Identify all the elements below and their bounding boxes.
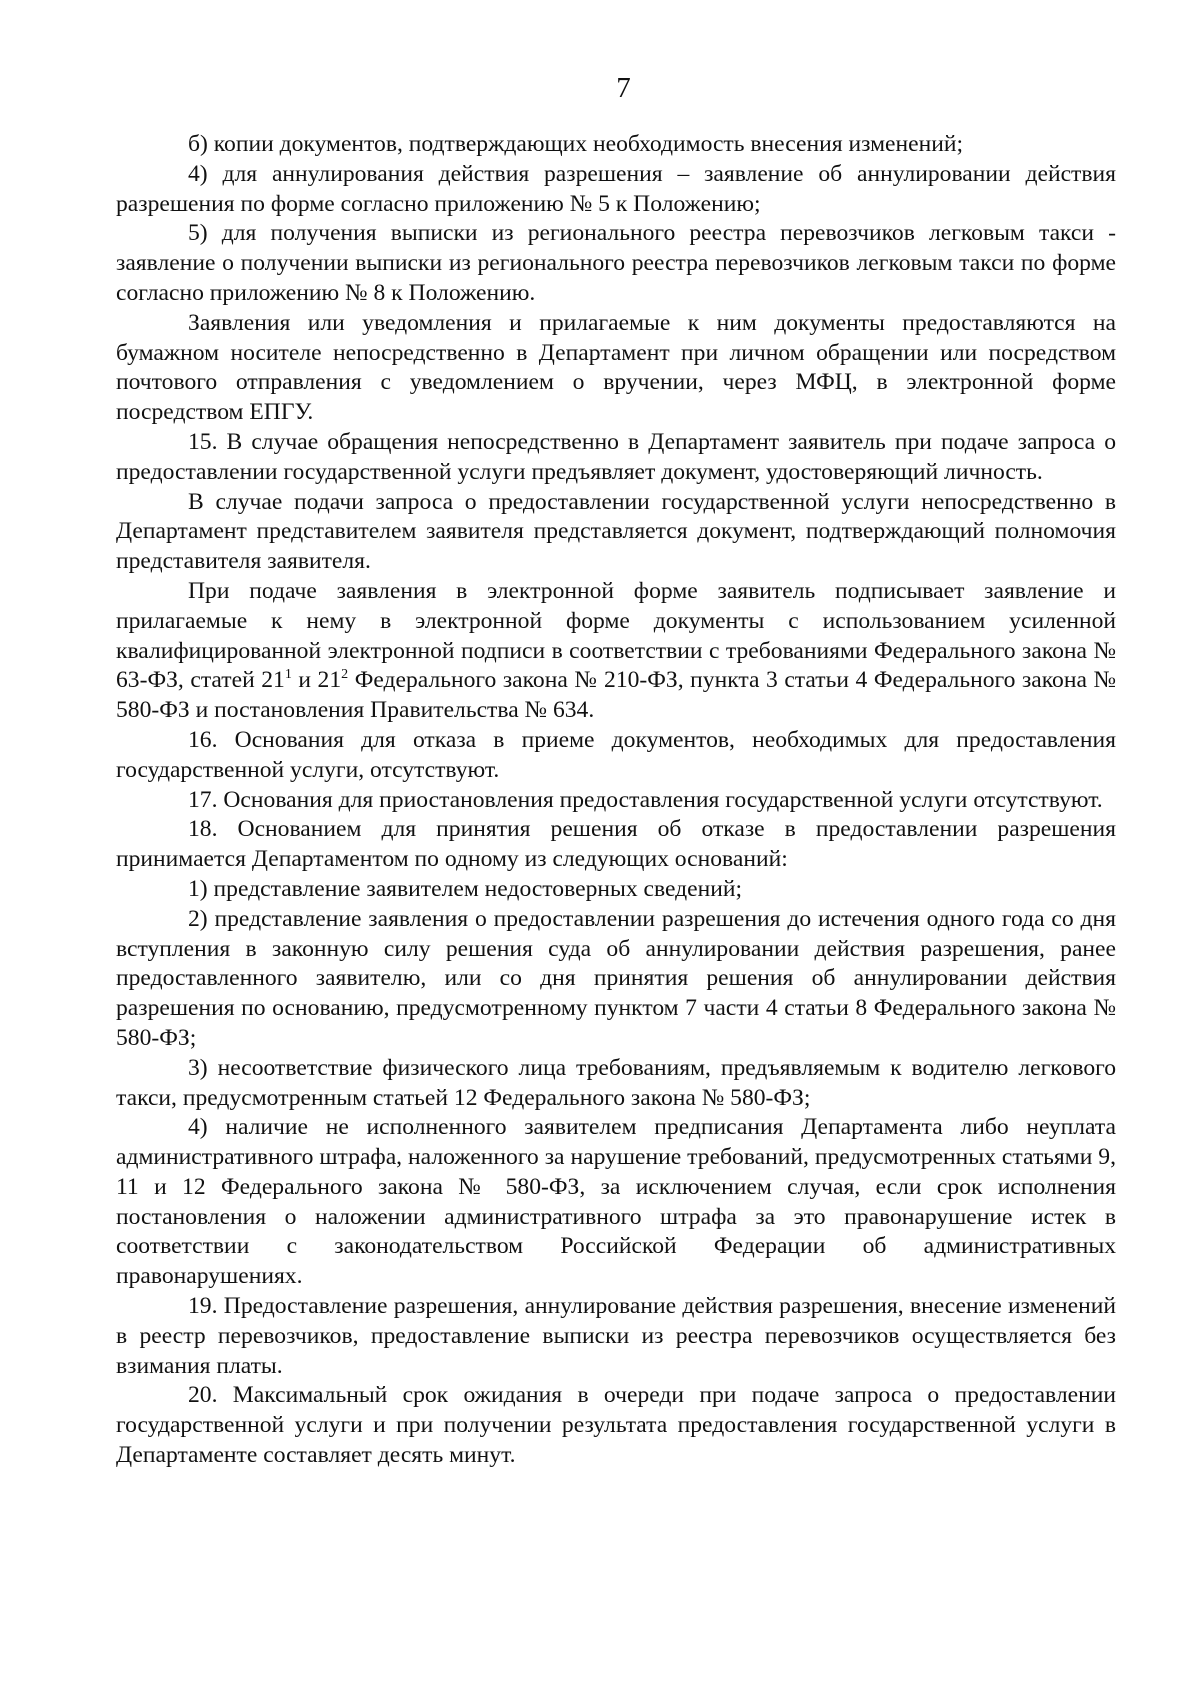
paragraph: 1) представление заявителем недостоверных сведений; [188, 875, 743, 902]
paragraph-electronic-signature [116, 577, 1116, 726]
paragraph: 3) несоответствие физического лица требованиям, предъявляемым к водителю легкового такси, предусмотренным статьей 12 Федерального закона № 580-ФЗ; [116, 1054, 1116, 1111]
paragraph: 15. В случае обращения непосредственно в Департамент заявитель при подаче запроса о предоставлении государственной услуги предъявляет документ, удостоверяющий личность. [116, 428, 1116, 485]
paragraph: 18. Основанием для принятия решения об отказе в предоставлении разрешения принимается Департаментом по одному из следующих оснований: [116, 816, 1116, 873]
paragraph: 4) для аннулирования действия разрешения – заявление об аннулировании действия разрешения по форме согласно приложению № 5 к Положению; [116, 160, 1116, 217]
paragraph: 17. Основания для приостановления предоставления государственной услуги отсутствуют. [188, 786, 1103, 813]
superscript: 2 [341, 667, 349, 683]
paragraph: 2) представление заявления о предоставлении разрешения до истечения одного года со дня вступления в законную силу решения суда об аннулировании действия разрешения, ранее предоставленного заявителю, или со дня принятия решения об аннулировании действия разрешения по основанию, предусмотренному пунктом 7 части 4 статьи 8 Федерального закона № 580-ФЗ; [116, 905, 1116, 1051]
page-number: 7 [616, 72, 631, 104]
paragraph: 20. Максимальный срок ожидания в очереди при подаче запроса о предоставлении государственной услуги и при получении результата предоставления государственной услуги в Департаменте составляет десять минут. [116, 1382, 1116, 1469]
paragraph: В случае подачи запроса о предоставлении государственной услуги непосредственно в Департамент представителем заявителя представляется документ, подтверждающий полномочия представителя заявителя. [116, 488, 1116, 575]
superscript: 1 [284, 667, 292, 683]
paragraph: 16. Основания для отказа в приеме документов, необходимых для предоставления государственной услуги, отсутствуют. [116, 726, 1116, 783]
paragraph: б) копии документов, подтверждающих необходимость внесения изменений; [188, 131, 964, 157]
paragraph-text: Федерального закона № 210-ФЗ, пункта 3 статьи 4 Федерального закона № 580-ФЗ и постановления Правительства № 634. [116, 667, 1116, 724]
paragraph: 19. Предоставление разрешения, аннулирование действия разрешения, внесение изменений в реестр перевозчиков, предоставление выписки из реестра перевозчиков осуществляется без взимания платы. [116, 1293, 1116, 1379]
paragraph: 4) наличие не исполненного заявителем предписания Департамента либо неуплата административного штрафа, наложенного за нарушение требований, предусмотренных статьями 9, 11 и 12 Федерального закона № 580-ФЗ, за исключением случая, если срок исполнения постановления о наложении административного штрафа за это правонарушение истек в соответствии с законодательством Российской Федерации об административных правонарушениях. [116, 1114, 1116, 1290]
paragraph: 5) для получения выписки из регионального реестра перевозчиков легковым такси - заявление о получении выписки из регионального реестра перевозчиков легковым такси по форме согласно приложению № 8 к Положению. [116, 220, 1116, 306]
paragraph-text: и 21 [291, 667, 342, 694]
paragraph: Заявления или уведомления и прилагаемые к ним документы предоставляются на бумажном носителе непосредственно в Департамент при личном обращении или посредством почтового отправления с уведомлением о вручении, через МФЦ, в электронной форме посредством ЕПГУ. [116, 309, 1116, 426]
paragraph-text: При подаче заявления в электронной форме заявитель подписывает заявление и прилагаемые к нему в электронной форме документы с использованием усиленной квалифицированной электронной подписи в соответствии с требованиями Федерального закона № 63-ФЗ, статей 21 [116, 577, 1116, 694]
